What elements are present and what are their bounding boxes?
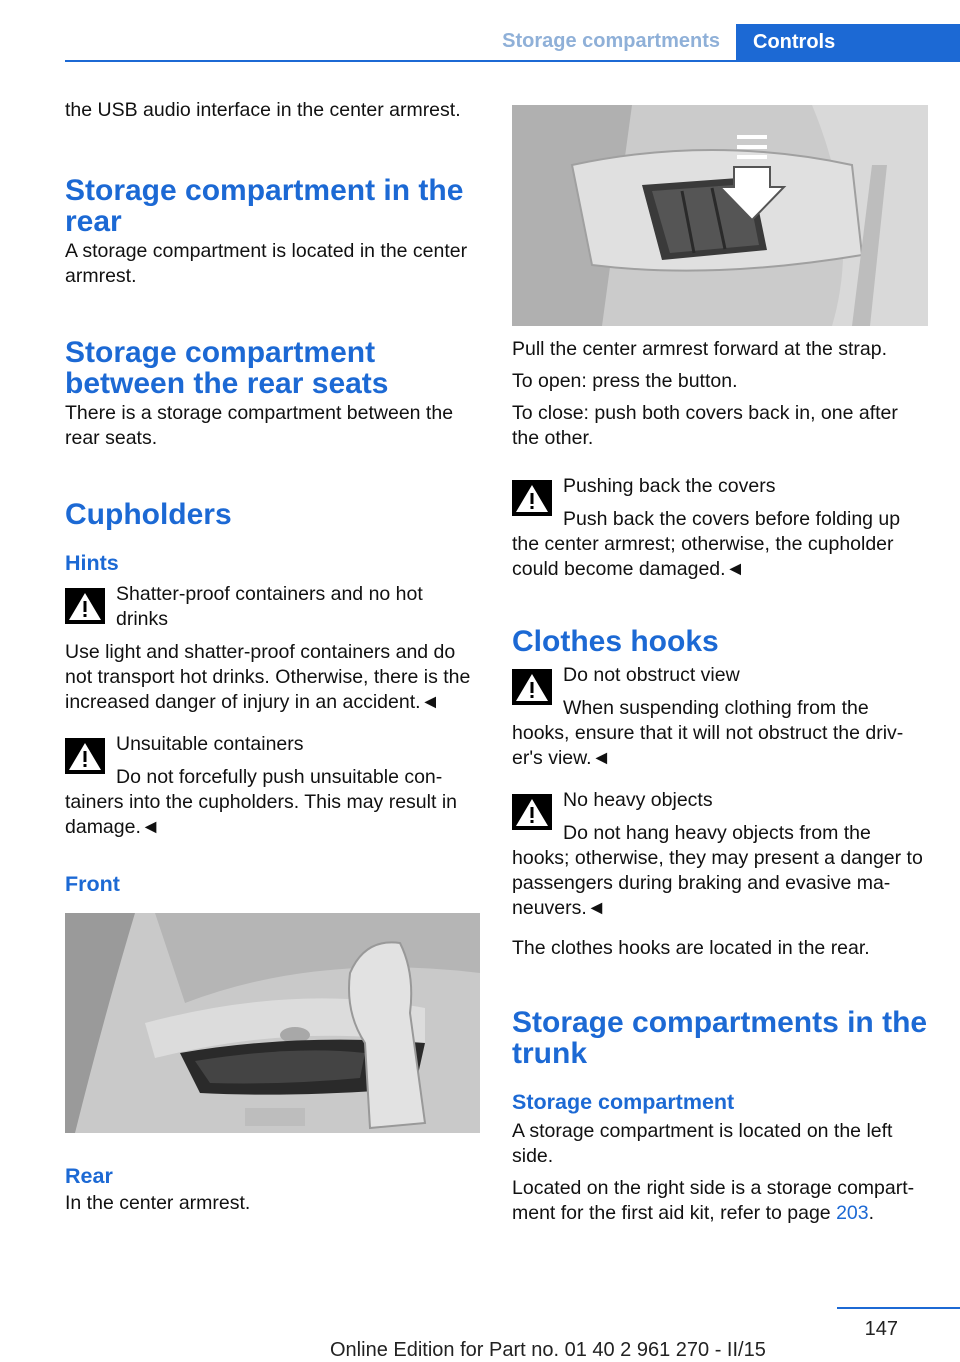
header-section-title: Storage compartments <box>502 30 720 52</box>
heading-front: Front <box>65 872 120 896</box>
heading-cupholders: Cupholders <box>65 498 232 531</box>
warning-title: Shatter-proof containers and no hot drinks <box>116 583 423 630</box>
header-chapter-tab: Controls <box>736 24 960 62</box>
warning-title: Do not obstruct view <box>563 664 740 686</box>
warning-triangle-icon <box>65 588 105 624</box>
paragraph-storage-right-text: Located on the right side is a storage compart‐ment for the first aid kit, refer to page <box>512 1177 915 1224</box>
heading-hints: Hints <box>65 551 119 575</box>
warning-obstruct-view <box>512 663 928 771</box>
warning-body-rest: hooks; otherwise, they may present a danger to passengers during braking and evasive ma‐neuvers.◄ <box>512 847 923 919</box>
paragraph-rear-sub: In the center armrest. <box>65 1192 251 1214</box>
paragraph-storage-right <box>512 1176 928 1226</box>
warning-shatterproof <box>65 582 480 715</box>
warning-body-first-line: Do not forcefully push unsuitable con‐ <box>116 766 443 788</box>
warning-triangle-icon <box>512 669 552 705</box>
left-column <box>65 98 480 1216</box>
warning-unsuitable <box>65 732 480 840</box>
paragraph-pull-armrest: Pull the center armrest forward at the strap. <box>512 338 887 360</box>
edition-line: Online Edition for Part no. 01 40 2 961 270 - II/15 <box>330 1339 766 1361</box>
footer-rule <box>837 1307 960 1309</box>
page-reference-link[interactable]: 203 <box>836 1202 869 1224</box>
page-header <box>65 24 960 62</box>
heading-storage-between: Storage compartment between the rear seats <box>65 336 389 400</box>
right-column <box>512 105 928 1226</box>
heading-storage-compartment: Storage compartment <box>512 1090 735 1114</box>
warning-body-rest: the center armrest; otherwise, the cupholder could become damaged.◄ <box>512 533 894 580</box>
warning-body-rest: tainers into the cupholders. This may result in damage.◄ <box>65 791 457 838</box>
warning-body-first-line: Do not hang heavy objects from the <box>563 822 871 844</box>
heading-clothes-hooks: Clothes hooks <box>512 625 719 658</box>
warning-title: No heavy objects <box>563 789 713 811</box>
page-number: 147 <box>864 1318 898 1340</box>
heading-rear-sub: Rear <box>65 1164 113 1188</box>
heading-storage-rear: Storage compartment in the rear <box>65 174 464 238</box>
warning-body: Use light and shatter-proof containers and do not transport hot drinks. Otherwise, there is the increased danger of injury in an accident.◄ <box>65 641 471 713</box>
warning-body-first-line: Push back the covers before folding up <box>563 508 901 530</box>
warning-body-rest: hooks, ensure that it will not obstruct the driv‐er's view.◄ <box>512 722 904 769</box>
warning-body-first-line: When suspending clothing from the <box>563 697 869 719</box>
warning-title: Pushing back the covers <box>563 475 776 497</box>
front-cupholder-photo <box>65 913 480 1133</box>
warning-title: Unsuitable containers <box>116 733 304 755</box>
rear-armrest-photo <box>512 105 928 326</box>
warning-triangle-icon <box>512 794 552 830</box>
paragraph-hooks-location: The clothes hooks are located in the rear. <box>512 937 870 959</box>
paragraph-storage-rear: A storage compartment is located in the center armrest. <box>65 240 468 287</box>
paragraph-storage-right-end: . <box>868 1202 875 1224</box>
paragraph-to-close: To close: push both covers back in, one after the other. <box>512 402 898 449</box>
header-rule <box>65 60 960 62</box>
warning-heavy-objects <box>512 788 928 921</box>
heading-storage-trunk: Storage compartments in the trunk <box>512 1006 928 1070</box>
paragraph-storage-between: There is a storage compartment between the rear seats. <box>65 402 454 449</box>
warning-pushing-back <box>512 474 928 582</box>
intro-text: the USB audio interface in the center armrest. <box>65 99 461 121</box>
warning-triangle-icon <box>65 738 105 774</box>
paragraph-to-open: To open: press the button. <box>512 370 738 392</box>
warning-triangle-icon <box>512 480 552 516</box>
paragraph-storage-left: A storage compartment is located on the left side. <box>512 1120 893 1167</box>
